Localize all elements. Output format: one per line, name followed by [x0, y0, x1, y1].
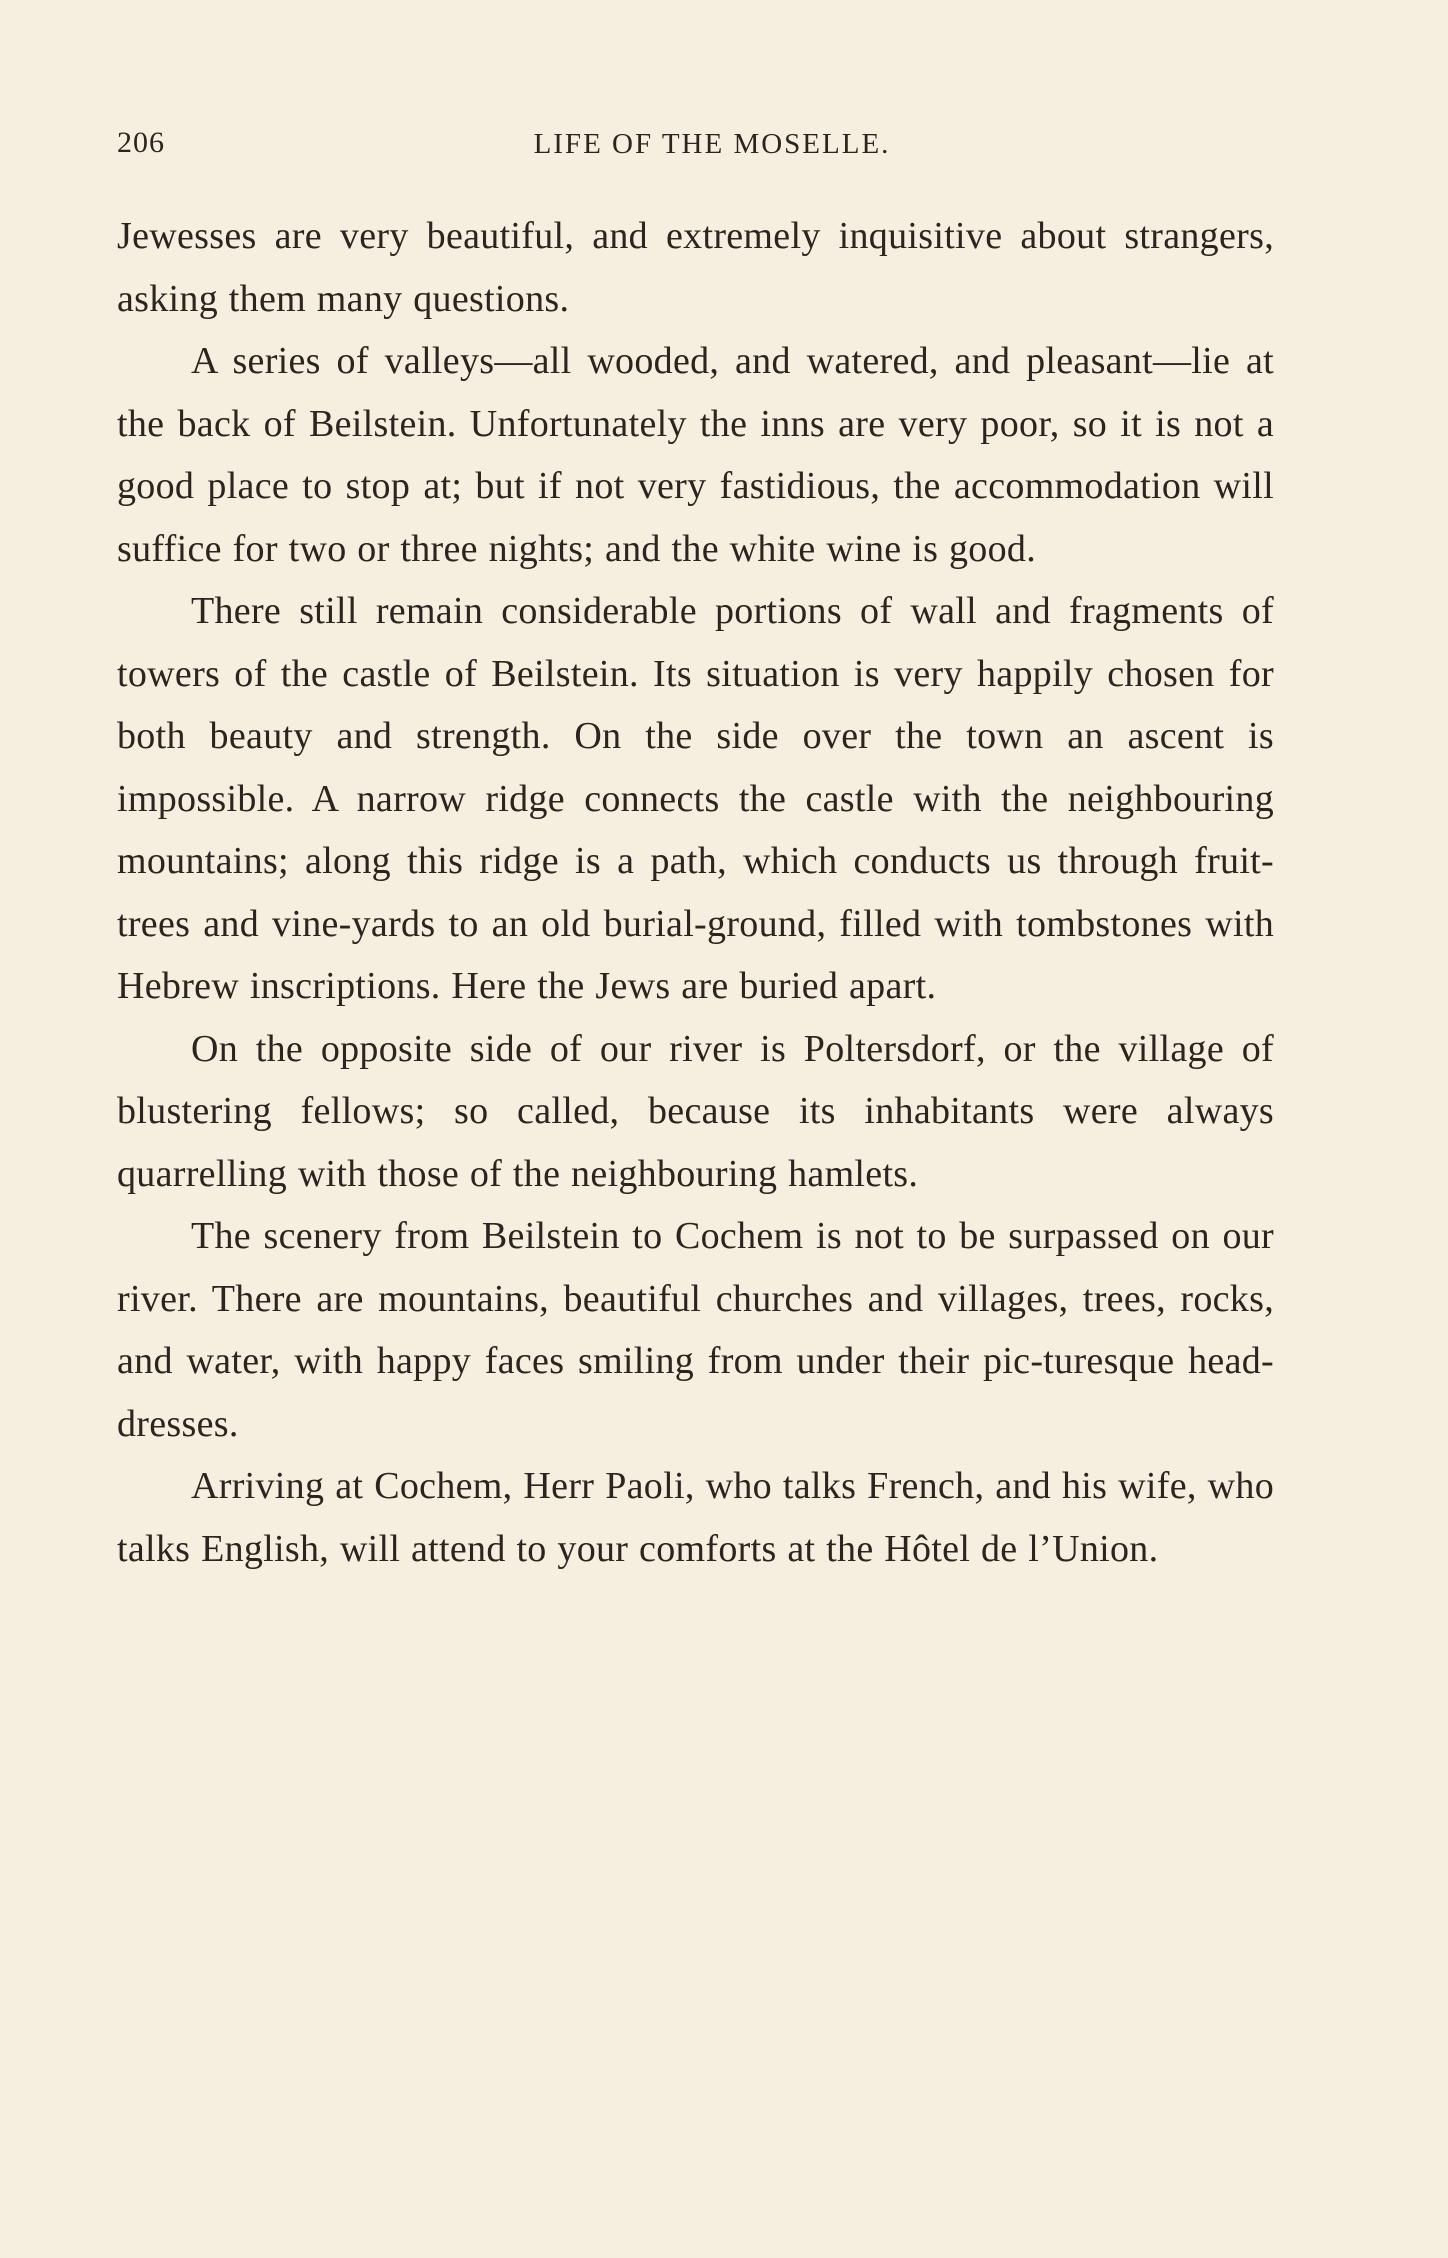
paragraph-1: Jewesses are very beautiful, and extremely inquisitive about strangers, asking them many questions.: [117, 215, 1274, 320]
page-header: [117, 126, 1287, 166]
page-number: 206: [117, 126, 165, 159]
paragraph-6: Arriving at Cochem, Herr Paoli, who talks French, and his wife, who talks English, will attend to your comforts at the Hôtel de l’Union.: [117, 1465, 1274, 1570]
paragraph-3: There still remain considerable portions of wall and fragments of towers of the castle of Beilstein. Its situation is very happily chosen for both beauty and strength. On the side over the town an ascent is impossible. A narrow ridge connects the castle with the neighbouring mountains; along this ridge is a path, which conducts us through fruit-trees and vine-yards to an old burial-ground, filled with tombstones with Hebrew inscriptions. Here the Jews are buried apart.: [117, 590, 1274, 1007]
running-head: LIFE OF THE MOSELLE.: [533, 128, 891, 160]
paragraph-4: On the opposite side of our river is Poltersdorf, or the village of blustering fellows; so called, because its inhabitants were always quarrelling with those of the neighbouring hamlets.: [117, 1027, 1274, 1195]
paragraph-2: A series of valleys—all wooded, and watered, and pleasant—lie at the back of Beilstein. Unfortunately the inns are very poor, so it is not a good place to stop at; but if not very fastidious, the accommodation will suffice for two or three nights; and the white wine is good.: [117, 340, 1274, 570]
paragraph-5: The scenery from Beilstein to Cochem is not to be surpassed on our river. There are mountains, beautiful churches and villages, trees, rocks, and water, with happy faces smiling from under their pic-turesque head-dresses.: [117, 1215, 1274, 1445]
body-text: [117, 205, 1274, 1580]
